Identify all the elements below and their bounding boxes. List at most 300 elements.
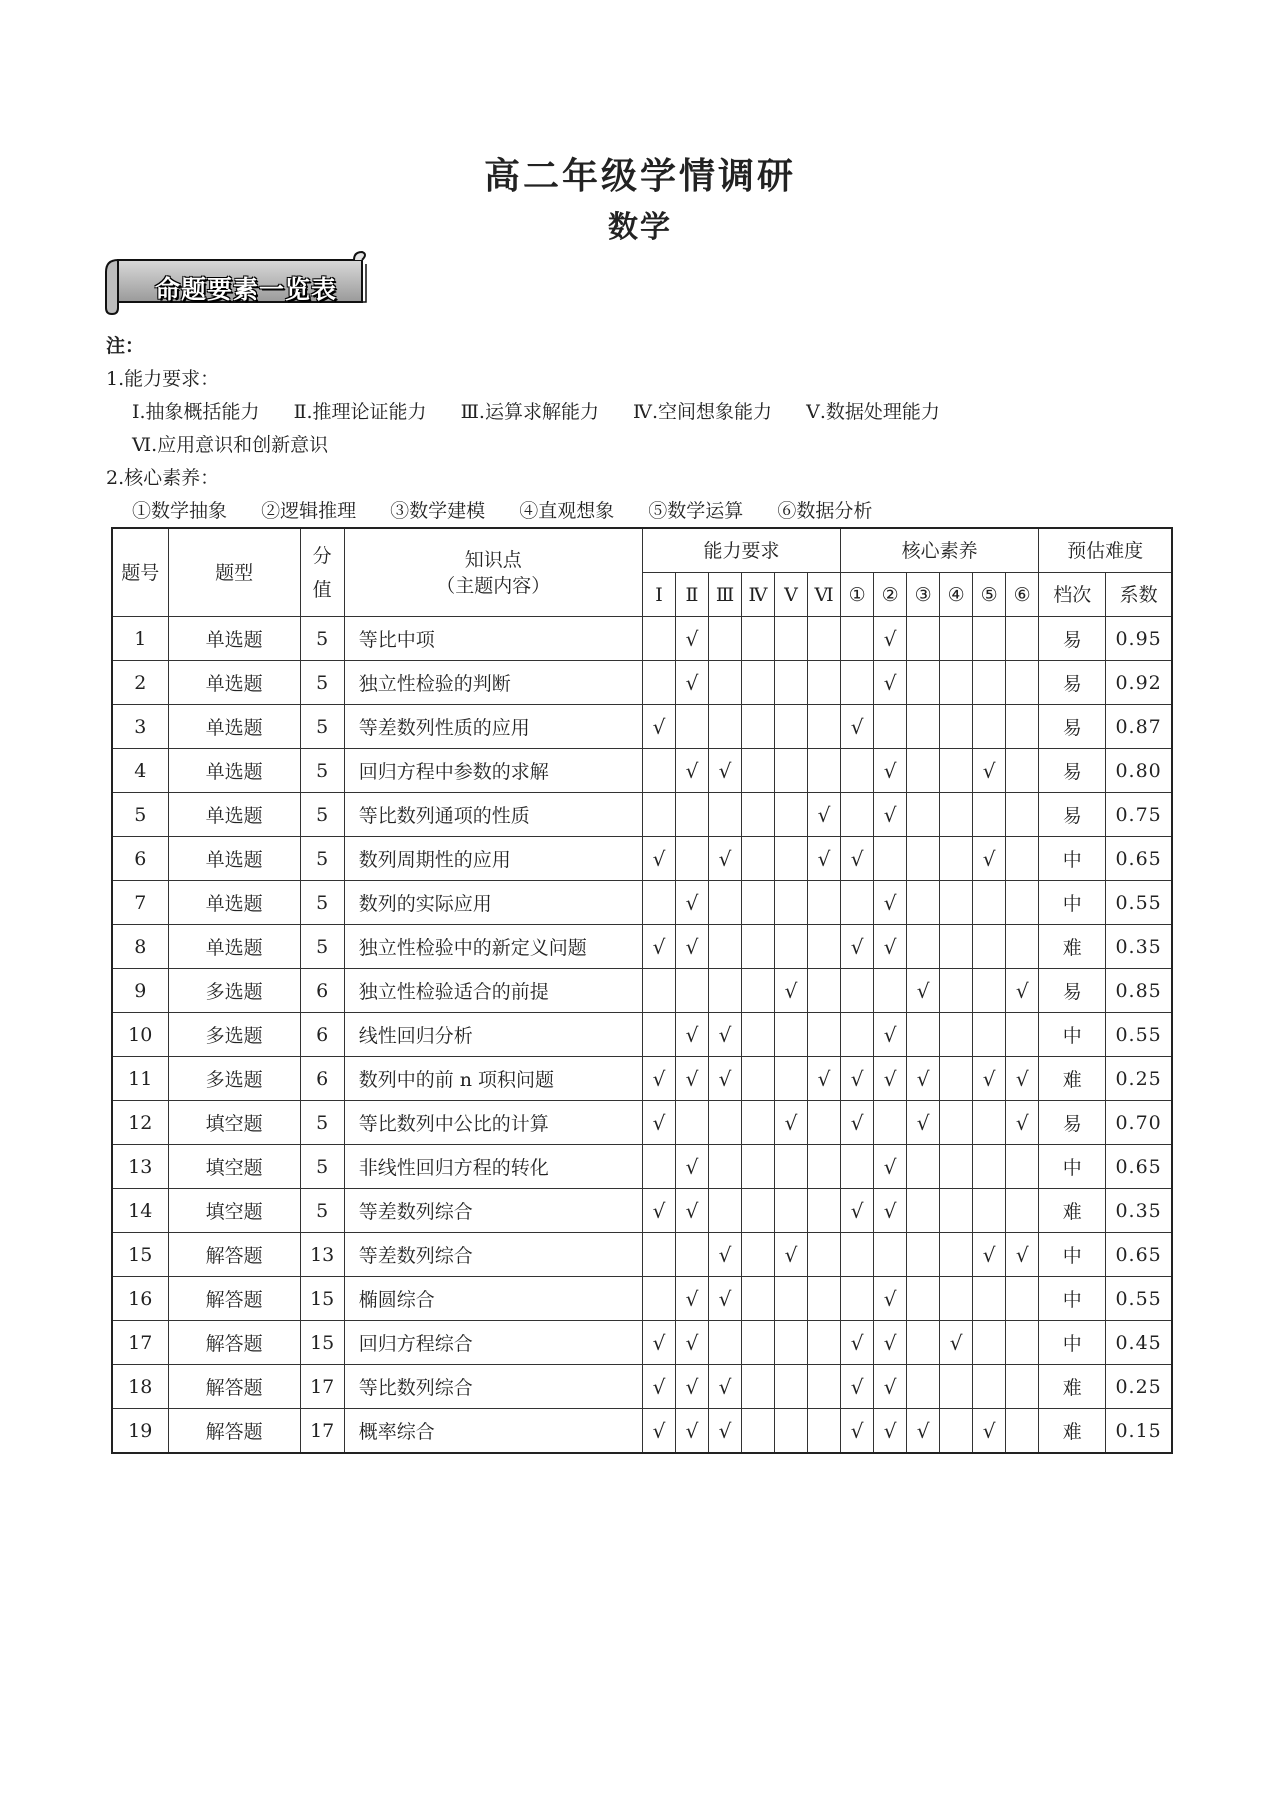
cell-ability-check — [741, 1409, 774, 1454]
cell-ability-check — [642, 1189, 675, 1233]
cell-topic: 等比数列通项的性质 — [344, 793, 642, 837]
cell-ability-check — [775, 1409, 808, 1454]
cell-ability-check — [808, 705, 841, 749]
cell-literacy-check — [841, 1365, 874, 1409]
cell-ability-check — [741, 661, 774, 705]
check-mark-icon: √ — [883, 758, 897, 783]
check-mark-icon: √ — [982, 1066, 996, 1091]
cell-coefficient: 0.95 — [1106, 617, 1172, 661]
cell-ability-check — [675, 1409, 708, 1454]
cell-ability-check — [675, 1145, 708, 1189]
cell-literacy-check — [973, 925, 1006, 969]
cell-ability-check — [775, 1189, 808, 1233]
cell-level: 中 — [1039, 1145, 1106, 1189]
cell-ability-check — [675, 1189, 708, 1233]
cell-topic: 等比中项 — [344, 617, 642, 661]
cell-ability-check — [741, 1013, 774, 1057]
cell-ability-check — [741, 1189, 774, 1233]
cell-ability-check — [642, 661, 675, 705]
cell-ability-check — [708, 661, 741, 705]
cell-ability-check — [708, 705, 741, 749]
cell-type: 填空题 — [168, 1145, 300, 1189]
cell-ability-check — [708, 1321, 741, 1365]
cell-score: 15 — [300, 1321, 344, 1365]
header-topic-line1: 知识点 — [464, 548, 522, 571]
table-row — [112, 1013, 1172, 1057]
cell-literacy-check — [841, 1321, 874, 1365]
cell-ability-check — [741, 1145, 774, 1189]
cell-ability-check — [675, 617, 708, 661]
check-mark-icon: √ — [652, 714, 666, 739]
cell-topic: 等差数列综合 — [344, 1233, 642, 1277]
cell-literacy-check — [874, 617, 907, 661]
cell-no: 14 — [112, 1189, 168, 1233]
check-mark-icon: √ — [685, 1022, 699, 1047]
cell-ability-check — [775, 1321, 808, 1365]
cell-ability-check — [642, 1145, 675, 1189]
table-row — [112, 1277, 1172, 1321]
check-mark-icon: √ — [883, 1022, 897, 1047]
check-mark-icon: √ — [850, 714, 864, 739]
check-mark-icon: √ — [784, 1242, 798, 1267]
cell-literacy-check — [1006, 1013, 1039, 1057]
cell-ability-check — [775, 1057, 808, 1101]
cell-ability-check — [642, 969, 675, 1013]
literacy-item: ②逻辑推理 — [261, 500, 357, 522]
cell-coefficient: 0.55 — [1106, 1013, 1172, 1057]
cell-ability-check — [675, 1277, 708, 1321]
cell-coefficient: 0.55 — [1106, 1277, 1172, 1321]
cell-type: 单选题 — [168, 925, 300, 969]
cell-level: 中 — [1039, 1277, 1106, 1321]
cell-type: 填空题 — [168, 1101, 300, 1145]
cell-literacy-check — [874, 881, 907, 925]
check-mark-icon: √ — [652, 934, 666, 959]
cell-score: 6 — [300, 1057, 344, 1101]
check-mark-icon: √ — [685, 1330, 699, 1355]
cell-no: 9 — [112, 969, 168, 1013]
cell-type: 多选题 — [168, 1057, 300, 1101]
cell-literacy-check — [940, 925, 973, 969]
cell-literacy-check — [874, 1189, 907, 1233]
check-mark-icon: √ — [685, 890, 699, 915]
table-row — [112, 793, 1172, 837]
cell-ability-check — [808, 1277, 841, 1321]
cell-coefficient: 0.45 — [1106, 1321, 1172, 1365]
cell-no: 6 — [112, 837, 168, 881]
cell-literacy-check — [841, 1277, 874, 1321]
table-row — [112, 1321, 1172, 1365]
header-literacy-col: ④ — [940, 573, 973, 617]
cell-no: 1 — [112, 617, 168, 661]
check-mark-icon: √ — [718, 1022, 732, 1047]
cell-literacy-check — [907, 1233, 940, 1277]
cell-literacy-check — [973, 1365, 1006, 1409]
check-mark-icon: √ — [883, 1374, 897, 1399]
cell-ability-check — [708, 1233, 741, 1277]
cell-literacy-check — [1006, 1409, 1039, 1454]
cell-ability-check — [741, 1233, 774, 1277]
cell-literacy-check — [841, 1057, 874, 1101]
cell-ability-check — [808, 1409, 841, 1454]
cell-ability-check — [775, 881, 808, 925]
cell-literacy-check — [907, 925, 940, 969]
cell-ability-check — [741, 881, 774, 925]
check-mark-icon: √ — [850, 1110, 864, 1135]
check-mark-icon: √ — [982, 846, 996, 871]
cell-score: 15 — [300, 1277, 344, 1321]
cell-literacy-check — [841, 1189, 874, 1233]
cell-literacy-check — [940, 749, 973, 793]
check-mark-icon: √ — [685, 1066, 699, 1091]
cell-literacy-check — [973, 1409, 1006, 1454]
cell-literacy-check — [973, 969, 1006, 1013]
ability-list — [106, 396, 940, 429]
cell-type: 单选题 — [168, 881, 300, 925]
header-coefficient: 系数 — [1106, 573, 1172, 617]
cell-literacy-check — [841, 1013, 874, 1057]
cell-ability-check — [775, 793, 808, 837]
cell-literacy-check — [1006, 1365, 1039, 1409]
cell-ability-check — [808, 1013, 841, 1057]
cell-literacy-check — [907, 1013, 940, 1057]
cell-ability-check — [741, 1321, 774, 1365]
check-mark-icon: √ — [949, 1330, 963, 1355]
header-literacy-col: ⑤ — [973, 573, 1006, 617]
table-row — [112, 969, 1172, 1013]
cell-level: 中 — [1039, 1321, 1106, 1365]
cell-literacy-check — [973, 749, 1006, 793]
cell-ability-check — [808, 661, 841, 705]
cell-literacy-check — [973, 1057, 1006, 1101]
cell-level: 中 — [1039, 1233, 1106, 1277]
cell-ability-check — [741, 705, 774, 749]
cell-literacy-check — [907, 661, 940, 705]
cell-level: 难 — [1039, 1057, 1106, 1101]
cell-ability-check — [808, 1233, 841, 1277]
cell-ability-check — [808, 1145, 841, 1189]
cell-literacy-check — [841, 749, 874, 793]
cell-topic: 数列中的前 n 项积问题 — [344, 1057, 642, 1101]
cell-ability-check — [741, 749, 774, 793]
cell-ability-check — [775, 1365, 808, 1409]
cell-ability-check — [675, 969, 708, 1013]
cell-ability-check — [708, 1057, 741, 1101]
cell-ability-check — [642, 1277, 675, 1321]
check-mark-icon: √ — [784, 1110, 798, 1135]
cell-type: 单选题 — [168, 749, 300, 793]
cell-coefficient: 0.70 — [1106, 1101, 1172, 1145]
cell-literacy-check — [940, 1189, 973, 1233]
cell-ability-check — [708, 1189, 741, 1233]
cell-type: 单选题 — [168, 837, 300, 881]
cell-literacy-check — [907, 1409, 940, 1454]
table-row — [112, 1057, 1172, 1101]
header-level: 档次 — [1039, 573, 1106, 617]
cell-ability-check — [775, 661, 808, 705]
cell-score: 5 — [300, 925, 344, 969]
cell-ability-check — [775, 617, 808, 661]
cell-literacy-check — [1006, 1233, 1039, 1277]
cell-level: 易 — [1039, 969, 1106, 1013]
literacy-item: ⑥数据分析 — [777, 500, 873, 522]
cell-ability-check — [708, 881, 741, 925]
cell-coefficient: 0.55 — [1106, 881, 1172, 925]
cell-literacy-check — [973, 705, 1006, 749]
check-mark-icon: √ — [883, 1418, 897, 1443]
cell-literacy-check — [973, 1233, 1006, 1277]
cell-literacy-check — [940, 1365, 973, 1409]
header-ability-col: Ⅵ — [808, 573, 841, 617]
check-mark-icon: √ — [685, 1418, 699, 1443]
cell-literacy-check — [940, 1409, 973, 1454]
cell-ability-check — [675, 661, 708, 705]
cell-level: 难 — [1039, 1409, 1106, 1454]
cell-ability-check — [675, 1233, 708, 1277]
cell-topic: 回归方程中参数的求解 — [344, 749, 642, 793]
check-mark-icon: √ — [1015, 978, 1029, 1003]
check-mark-icon: √ — [685, 758, 699, 783]
cell-literacy-check — [841, 1145, 874, 1189]
header-score — [300, 528, 344, 617]
cell-topic: 独立性检验中的新定义问题 — [344, 925, 642, 969]
cell-score: 5 — [300, 793, 344, 837]
table-row — [112, 1365, 1172, 1409]
cell-type: 单选题 — [168, 793, 300, 837]
cell-ability-check — [741, 793, 774, 837]
cell-ability-check — [741, 1365, 774, 1409]
cell-literacy-check — [907, 793, 940, 837]
cell-topic: 等比数列中公比的计算 — [344, 1101, 642, 1145]
check-mark-icon: √ — [982, 1242, 996, 1267]
cell-type: 解答题 — [168, 1321, 300, 1365]
cell-score: 5 — [300, 881, 344, 925]
cell-ability-check — [808, 1101, 841, 1145]
cell-literacy-check — [973, 1101, 1006, 1145]
cell-ability-check — [642, 837, 675, 881]
cell-coefficient: 0.85 — [1106, 969, 1172, 1013]
cell-ability-check — [708, 837, 741, 881]
cell-type: 解答题 — [168, 1233, 300, 1277]
cell-literacy-check — [874, 1057, 907, 1101]
check-mark-icon: √ — [652, 1198, 666, 1223]
header-ability-col: Ⅳ — [741, 573, 774, 617]
check-mark-icon: √ — [685, 1154, 699, 1179]
cell-no: 18 — [112, 1365, 168, 1409]
cell-score: 5 — [300, 749, 344, 793]
cell-ability-check — [808, 1365, 841, 1409]
cell-ability-check — [708, 1277, 741, 1321]
cell-literacy-check — [940, 705, 973, 749]
cell-ability-check — [808, 837, 841, 881]
header-literacy-col: ⑥ — [1006, 573, 1039, 617]
cell-score: 6 — [300, 969, 344, 1013]
cell-ability-check — [808, 793, 841, 837]
cell-ability-check — [675, 705, 708, 749]
cell-literacy-check — [907, 1321, 940, 1365]
check-mark-icon: √ — [652, 1330, 666, 1355]
cell-ability-check — [775, 749, 808, 793]
cell-literacy-check — [907, 705, 940, 749]
cell-ability-check — [808, 969, 841, 1013]
check-mark-icon: √ — [652, 1066, 666, 1091]
cell-type: 填空题 — [168, 1189, 300, 1233]
cell-ability-check — [775, 1277, 808, 1321]
header-literacy-col: ① — [841, 573, 874, 617]
cell-ability-check — [775, 1013, 808, 1057]
cell-no: 10 — [112, 1013, 168, 1057]
cell-ability-check — [642, 617, 675, 661]
cell-ability-check — [642, 1057, 675, 1101]
cell-literacy-check — [973, 881, 1006, 925]
table-row — [112, 749, 1172, 793]
header-literacy-group: 核心素养 — [841, 528, 1039, 573]
check-mark-icon: √ — [1015, 1110, 1029, 1135]
cell-literacy-check — [907, 881, 940, 925]
cell-literacy-check — [841, 1101, 874, 1145]
cell-literacy-check — [1006, 1321, 1039, 1365]
cell-coefficient: 0.80 — [1106, 749, 1172, 793]
cell-literacy-check — [907, 1365, 940, 1409]
cell-type: 解答题 — [168, 1277, 300, 1321]
cell-ability-check — [675, 1013, 708, 1057]
cell-level: 中 — [1039, 1013, 1106, 1057]
cell-coefficient: 0.25 — [1106, 1365, 1172, 1409]
cell-ability-check — [642, 1101, 675, 1145]
check-mark-icon: √ — [883, 1286, 897, 1311]
table-row — [112, 1233, 1172, 1277]
cell-level: 难 — [1039, 1189, 1106, 1233]
cell-literacy-check — [1006, 1057, 1039, 1101]
cell-literacy-check — [874, 969, 907, 1013]
table-row — [112, 1409, 1172, 1454]
cell-ability-check — [675, 1321, 708, 1365]
cell-literacy-check — [973, 661, 1006, 705]
cell-ability-check — [741, 1277, 774, 1321]
cell-ability-check — [775, 837, 808, 881]
check-mark-icon: √ — [685, 934, 699, 959]
check-mark-icon: √ — [718, 1242, 732, 1267]
cell-topic: 椭圆综合 — [344, 1277, 642, 1321]
header-ability-col: Ⅴ — [775, 573, 808, 617]
cell-ability-check — [708, 925, 741, 969]
check-mark-icon: √ — [817, 1066, 831, 1091]
check-mark-icon: √ — [883, 1066, 897, 1091]
check-mark-icon: √ — [685, 1198, 699, 1223]
cell-literacy-check — [841, 617, 874, 661]
literacy-item: ③数学建模 — [390, 500, 486, 522]
cell-literacy-check — [907, 1189, 940, 1233]
header-ability-col: Ⅰ — [642, 573, 675, 617]
page-title: 高二年级学情调研 — [483, 155, 796, 197]
cell-level: 易 — [1039, 793, 1106, 837]
cell-literacy-check — [874, 1145, 907, 1189]
cell-ability-check — [675, 881, 708, 925]
cell-no: 4 — [112, 749, 168, 793]
check-mark-icon: √ — [652, 846, 666, 871]
literacy-item: ⑤数学运算 — [648, 500, 744, 522]
cell-literacy-check — [1006, 969, 1039, 1013]
cell-ability-check — [675, 1101, 708, 1145]
cell-ability-check — [708, 749, 741, 793]
cell-ability-check — [708, 1101, 741, 1145]
exam-elements-table — [111, 527, 1173, 1454]
cell-literacy-check — [1006, 793, 1039, 837]
cell-coefficient: 0.25 — [1106, 1057, 1172, 1101]
check-mark-icon: √ — [685, 670, 699, 695]
cell-ability-check — [741, 837, 774, 881]
ability-item: Ⅱ.推理论证能力 — [293, 401, 427, 423]
cell-literacy-check — [940, 1013, 973, 1057]
cell-literacy-check — [940, 1057, 973, 1101]
ability-item: Ⅰ.抽象概括能力 — [132, 401, 260, 423]
cell-type: 单选题 — [168, 705, 300, 749]
notes-section — [106, 330, 940, 528]
check-mark-icon: √ — [850, 1418, 864, 1443]
check-mark-icon: √ — [850, 846, 864, 871]
cell-ability-check — [708, 1365, 741, 1409]
cell-ability-check — [642, 1409, 675, 1454]
cell-literacy-check — [1006, 749, 1039, 793]
check-mark-icon: √ — [916, 1110, 930, 1135]
cell-score: 13 — [300, 1233, 344, 1277]
cell-ability-check — [808, 617, 841, 661]
cell-literacy-check — [907, 1101, 940, 1145]
cell-level: 易 — [1039, 749, 1106, 793]
cell-literacy-check — [907, 749, 940, 793]
header-ability-col: Ⅲ — [708, 573, 741, 617]
check-mark-icon: √ — [916, 978, 930, 1003]
cell-literacy-check — [1006, 661, 1039, 705]
cell-literacy-check — [973, 617, 1006, 661]
cell-ability-check — [675, 793, 708, 837]
cell-ability-check — [642, 1013, 675, 1057]
cell-topic: 非线性回归方程的转化 — [344, 1145, 642, 1189]
header-score-text: 分值 — [312, 544, 332, 601]
check-mark-icon: √ — [850, 1374, 864, 1399]
cell-score: 17 — [300, 1365, 344, 1409]
cell-literacy-check — [1006, 1277, 1039, 1321]
check-mark-icon: √ — [1015, 1242, 1029, 1267]
ability-list-cont — [106, 429, 940, 462]
cell-literacy-check — [1006, 617, 1039, 661]
check-mark-icon: √ — [685, 1374, 699, 1399]
cell-no: 15 — [112, 1233, 168, 1277]
cell-ability-check — [741, 1057, 774, 1101]
cell-literacy-check — [940, 1233, 973, 1277]
cell-literacy-check — [973, 1145, 1006, 1189]
cell-ability-check — [775, 1233, 808, 1277]
cell-literacy-check — [874, 705, 907, 749]
cell-topic: 线性回归分析 — [344, 1013, 642, 1057]
cell-topic: 独立性检验适合的前提 — [344, 969, 642, 1013]
cell-score: 5 — [300, 837, 344, 881]
cell-literacy-check — [841, 793, 874, 837]
cell-literacy-check — [841, 1233, 874, 1277]
cell-type: 单选题 — [168, 617, 300, 661]
header-ability-group: 能力要求 — [642, 528, 840, 573]
check-mark-icon: √ — [883, 626, 897, 651]
table-row — [112, 881, 1172, 925]
cell-literacy-check — [1006, 837, 1039, 881]
cell-ability-check — [642, 925, 675, 969]
ability-item: Ⅵ.应用意识和创新意识 — [132, 434, 329, 456]
check-mark-icon: √ — [916, 1418, 930, 1443]
cell-score: 5 — [300, 705, 344, 749]
cell-coefficient: 0.65 — [1106, 1233, 1172, 1277]
cell-literacy-check — [874, 793, 907, 837]
cell-ability-check — [741, 617, 774, 661]
